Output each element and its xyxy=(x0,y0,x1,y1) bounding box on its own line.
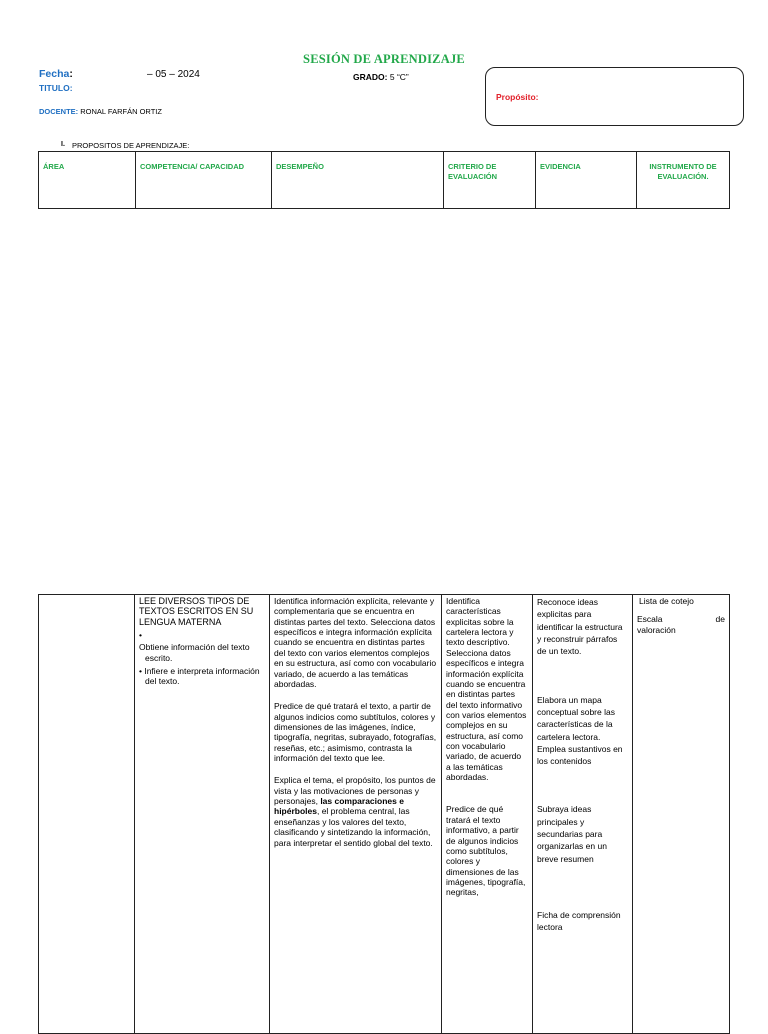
fecha-label: Fecha xyxy=(39,68,70,80)
page-title: SESIÓN DE APRENDIZAJE xyxy=(303,52,465,66)
fecha-colon: : xyxy=(69,68,73,80)
purposes-body-table xyxy=(38,594,730,1034)
docente-value: RONAL FARFÁN ORTIZ xyxy=(80,107,162,116)
competencia-capacidad-2: • Infiere e interpreta información del texto. xyxy=(139,666,260,687)
desempeno-paragraph-3 xyxy=(274,775,437,848)
desempeno-p3-part-c: , el problema central, las enseñanzas y los valores del texto, clasificando y sintetizando la información, para interpretar el sentido global del texto. xyxy=(274,806,433,848)
instrumento-item-2c: valoración xyxy=(637,624,676,635)
section-title: PROPOSITOS DE APRENDIZAJE: xyxy=(72,141,190,150)
criterio-paragraph-2: Predice de qué tratará el texto informativo, a partir de algunos indicios como subtítulos, colores y dimensiones de las imágenes, tipografía, negritas, xyxy=(446,804,526,898)
criterio-paragraph-1: Identifica características explicitas sobre la cartelera lectora y texto descriptivo. Selecciona datos específicos e integra información explícita cuando se encuentra en distintas partes del texto informativo con varios elementos complejos en su estructura, así como con vocabulario variado, de acuerdo a las temáticas abordadas. xyxy=(446,596,527,783)
instrumento-item-2a: Escala xyxy=(637,614,663,625)
competencia-capacidad-1: Obtiene información del texto escrito. xyxy=(139,642,250,663)
purposes-header-table xyxy=(38,151,730,209)
header-instrumento: INSTRUMENTO DE EVALUACIÓN. xyxy=(637,152,730,209)
header-desempeno: DESEMPEÑO xyxy=(272,152,444,209)
instrumento-item-2b: de xyxy=(715,614,725,625)
body-desempeno-cell xyxy=(270,595,442,1034)
evidencia-paragraph-3: Subraya ideas principales y secundarias para organizarlas en un breve resumen xyxy=(537,804,607,864)
body-criterio-cell xyxy=(442,595,533,1034)
body-instrumento-cell xyxy=(633,595,730,1034)
header-criterio: CRITERIO DE EVALUACIÓN xyxy=(444,152,536,209)
evidencia-paragraph-2: Elabora un mapa conceptual sobre las características de la cartelera lectora. Emplea sustantivos en los contenidos xyxy=(537,694,623,767)
header-competencia: COMPETENCIA/ CAPACIDAD xyxy=(136,152,272,209)
proposito-label: Propósito: xyxy=(496,92,539,102)
desempeno-p3-part-a: Explica el tema, el propósito, los puntos de vista y las motivaciones de personas y personajes, xyxy=(274,775,436,807)
evidencia-paragraph-4: Ficha de comprensión lectora xyxy=(537,910,621,933)
instrumento-item-2-line xyxy=(637,614,725,624)
header-area: ÁREA xyxy=(39,152,136,209)
grado-label: GRADO: xyxy=(353,72,388,82)
grado-value: 5 “C” xyxy=(389,72,409,82)
docente-field xyxy=(39,107,162,116)
docente-label: DOCENTE: xyxy=(39,107,79,116)
desempeno-p3-emphasis: las comparaciones e hipérboles xyxy=(274,796,404,817)
instrumento-item-1: Lista de cotejo xyxy=(639,596,694,606)
body-evidencia-cell xyxy=(533,595,633,1034)
desempeno-paragraph-1: Identifica información explícita, relevante y complementaria que se encuentra en distintas partes del texto. Selecciona datos específicos e integra información explícita cuando se encuentra en distintas partes del texto con varios elementos complejos en su estructura, así como con vocabulario variado, de acuerdo a las temáticas abordadas. xyxy=(274,596,437,689)
fecha-label-group xyxy=(39,68,73,80)
titulo-label: TITULO: xyxy=(39,83,73,93)
competencia-bullet: • xyxy=(139,630,142,641)
header-evidencia: EVIDENCIA xyxy=(536,152,637,209)
body-area-cell xyxy=(39,595,135,1034)
grado-field xyxy=(353,72,409,82)
body-competencia-cell xyxy=(135,595,270,1034)
desempeno-paragraph-2: Predice de qué tratará el texto, a partir de algunos indicios como subtítulos, colores y dimensiones de las imágenes, índice, tipografía, negritas, subrayado, fotografías, reseñas, etc.; asimismo, contrasta la información del texto que lee. xyxy=(274,701,437,764)
fecha-value: – 05 – 2024 xyxy=(147,69,200,80)
competencia-title: LEE DIVERSOS TIPOS DE TEXTOS ESCRITOS EN SU LENGUA MATERNA xyxy=(139,596,254,627)
section-number: I. xyxy=(61,141,65,148)
evidencia-paragraph-1: Reconoce ideas explicitas para identificar la estructura y reconstruir párrafos de un texto. xyxy=(537,597,623,657)
